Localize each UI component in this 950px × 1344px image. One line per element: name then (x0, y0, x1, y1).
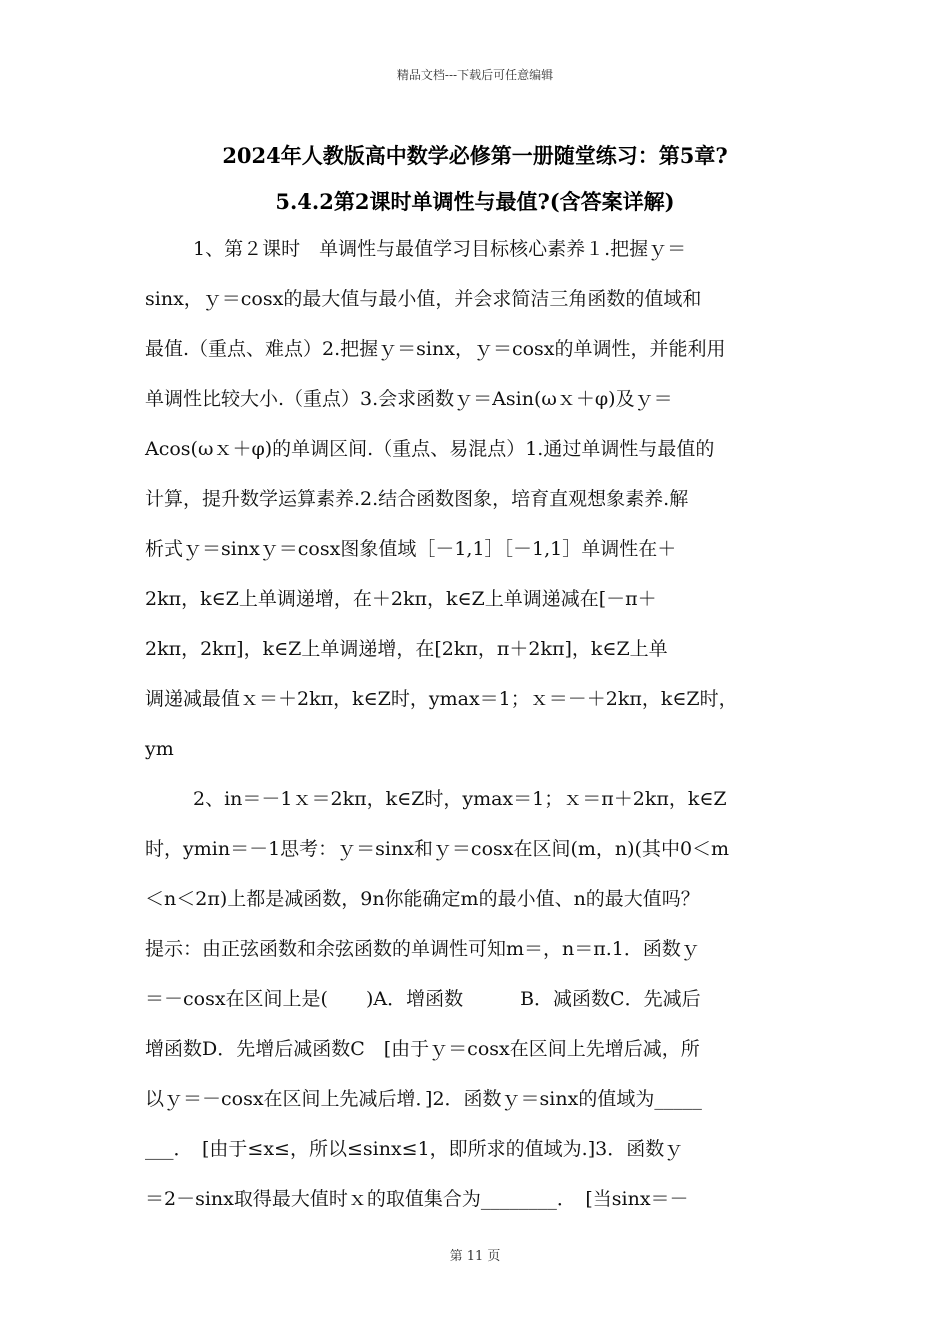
text-line: 析式ｙ＝sinxｙ＝cosx图象值域［－1,1］［－1,1］单调性在＋ (145, 538, 677, 560)
text-line: 时，ymin＝－1思考：ｙ＝sinx和ｙ＝cosx在区间(m，n)(其中0＜m (145, 838, 730, 860)
document-title-line-1: 2024年人教版高中数学必修第一册随堂练习：第5章? (222, 143, 728, 168)
page-header: 精品文档---下载后可任意编辑 (396, 68, 554, 82)
text-line: 2kπ，2kπ]，k∈Z上单调递增，在[2kπ，π＋2kπ]，k∈Z上单 (145, 638, 668, 660)
text-line: 调递减最值ｘ＝＋2kπ，k∈Z时，ymax＝1；ｘ＝－＋2kπ，k∈Z时， (145, 688, 738, 710)
text-line: ＝2－sinx取得最大值时ｘ的取值集合为________． [当sinx＝－ (145, 1188, 689, 1210)
text-line: 计算，提升数学运算素养.2.结合函数图象，培育直观想象素养.解 (145, 488, 689, 510)
text-line: ＝－cosx在区间上是( )A．增函数 B．减函数C．先减后 (145, 988, 701, 1010)
text-line: 单调性比较大小.（重点）3.会求函数ｙ＝Asin(ωｘ＋φ)及ｙ＝ (145, 388, 673, 410)
text-line: Acos(ωｘ＋φ)的单调区间.（重点、易混点）1.通过单调性与最值的 (145, 438, 715, 460)
text-line: sinx，ｙ＝cosx的最大值与最小值，并会求简洁三角函数的值域和 (145, 288, 702, 310)
text-line: 提示：由正弦函数和余弦函数的单调性可知m＝，n＝π.1．函数ｙ (145, 938, 700, 960)
text-line: 1、第２课时 单调性与最值学习目标核心素养１.把握ｙ＝ (193, 238, 687, 260)
text-line: ym (145, 738, 174, 760)
document-title-line-2: 5.4.2第2课时单调性与最值?(含答案详解) (275, 189, 675, 214)
text-line: 2、in＝－1ｘ＝2kπ，k∈Z时，ymax＝1；ｘ＝π＋2kπ，k∈Z (193, 788, 727, 810)
text-line: 最值.（重点、难点）2.把握ｙ＝sinx，ｙ＝cosx的单调性，并能利用 (145, 338, 726, 360)
text-line: 2kπ，k∈Z上单调递增，在＋2kπ，k∈Z上单调递减在[－π＋ (145, 588, 657, 610)
page-number: 第 11 页 (449, 1249, 501, 1264)
text-line: 增函数D．先增后减函数C [由于ｙ＝cosx在区间上先增后减，所 (145, 1038, 700, 1060)
text-line: ＜n＜2π)上都是减函数，9n你能确定m的最小值、n的最大值吗？ (145, 888, 700, 910)
text-line: 以ｙ＝－cosx在区间上先减后增．]2．函数ｙ＝sinx的值域为_____ (145, 1088, 702, 1110)
text-line: ___． [由于≤x≤，所以≤sinx≤1，即所求的值域为.]3．函数ｙ (145, 1138, 684, 1160)
